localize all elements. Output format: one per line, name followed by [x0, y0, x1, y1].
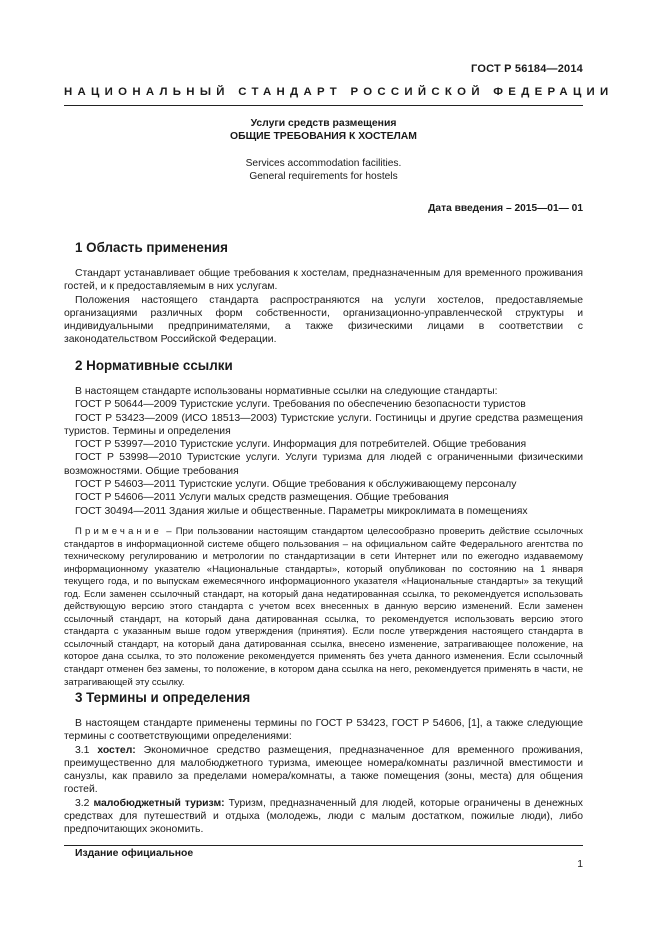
title-english: [64, 158, 583, 183]
section-3-heading: 3 Термины и определения: [75, 690, 251, 705]
reference-item: ГОСТ Р 53423—2009 (ИСО 18513—2003) Туристские услуги. Гостиницы и другие средства размещения туристов. Термины и определения: [64, 412, 583, 437]
section-2-heading: 2 Нормативные ссылки: [75, 358, 233, 373]
section-2-intro: В настоящем стандарте использованы нормативные ссылки на следующие стандарты:: [75, 386, 498, 397]
section-2-note: [64, 526, 583, 689]
header-divider: [64, 105, 583, 106]
national-standard-banner: НАЦИОНАЛЬНЫЙ СТАНДАРТ РОССИЙСКОЙ ФЕДЕРАЦИИ: [64, 86, 614, 98]
reference-item: ГОСТ Р 53997—2010 Туристские услуги. Информация для потребителей. Общие требования: [75, 439, 527, 451]
section-2-body: [64, 385, 583, 518]
term-number: 3.1: [75, 744, 90, 756]
reference-item: ГОСТ Р 50644—2009 Туристские услуги. Требования по обеспечению безопасности туристов: [75, 399, 526, 411]
term-name: хостел:: [97, 744, 136, 756]
title-russian: [64, 117, 583, 143]
title-ru-line1: Услуги средств размещения: [250, 118, 397, 129]
section-3-intro: В настоящем стандарте применены термины по ГОСТ Р 53423, ГОСТ Р 54606, [1], а также следующие термины с соответствующими определениями:: [64, 718, 583, 743]
term-definition: Экономичное средство размещения, предназначенное для временного проживания, преимущественно для малобюджетного туризма, имеющее номера/комнаты различной вместимости и санузлы, как правило за пределами номера/комнаты, а также помещения (зоны, места) для общения гостей.: [64, 744, 584, 796]
footer-divider: [64, 845, 583, 846]
official-edition-label: Издание официальное: [75, 848, 194, 859]
title-en-line1: Services accommodation facilities.: [245, 158, 402, 169]
reference-item: ГОСТ Р 54606—2011 Услуги малых средств размещения. Общие требования: [75, 492, 449, 504]
section-1-paragraph-1: Стандарт устанавливает общие требования к хостелам, предназначенным для временного проживания гостей, и к предоставляемым в них услугам.: [64, 268, 583, 293]
term-name: малобюджетный туризм:: [93, 797, 225, 809]
document-id: ГОСТ Р 56184—2014: [471, 63, 583, 75]
reference-item: ГОСТ Р 53998—2010 Туристские услуги. Услуги туризма для людей с ограниченными физическими возможностями. Общие требования: [64, 452, 583, 477]
page-number: 1: [577, 859, 583, 870]
section-1-paragraph-2: Положения настоящего стандарта распространяются на услуги хостелов, предоставляемые организациями различных форм собственности, организационно-управленческой структуры и индивидуальными предпринимателями, а также физическими лицами в соответствии с законодательством Российской Федерации.: [64, 294, 583, 346]
title-en-line2: General requirements for hostels: [249, 170, 398, 182]
introduction-date: Дата введения – 2015—01— 01: [428, 203, 583, 214]
term-number: 3.2: [75, 797, 90, 809]
reference-item: ГОСТ 30494—2011 Здания жилые и общественные. Параметры микроклимата в помещениях: [75, 505, 528, 517]
term-budget-tourism: [64, 797, 583, 837]
title-ru-line2: ОБЩИЕ ТРЕБОВАНИЯ К ХОСТЕЛАМ: [230, 131, 417, 142]
term-definition: Туризм, предназначенный для людей, которые ограничены в денежных средствах для путешествий и отдыха (молодежь, люди с малым достатком, пожилые люди), либо предпочитающих экономить.: [64, 797, 583, 836]
term-hostel: [64, 744, 583, 797]
note-text: – При пользовании настоящим стандартом целесообразно проверить действие ссылочных стандартов в информационной системе общего пользования – на официальном сайте Федерального агентства по техническому регулированию и метрологии по стандартизации в сети Интернет или по ежегодно издаваемому информационному указателю «Национальные стандарты», который опубликован по состоянию на 1 января текущего года, и по выпускам ежемесячного информационного указателя «Национальные стандарты» за текущий год. Если заменен ссылочный стандарт, на который дана недатированная ссылка, то рекомендуется использовать действующую версию этого стандарта с учетом всех внесенных в данную версию изменений. Если заменен ссылочный стандарт, на который дана датированная ссылка, то рекомендуется использовать версию этого стандарта с указанным выше годом утверждения (принятия). Если после утверждения настоящего стандарта в ссылочный стандарт, на который дана датированная ссылка, внесено изменение, затрагивающее положение, на которое дана ссылка, то это положение рекомендуется применять без учета данного изменения. Если ссылочный стандарт отменен без замены, то положение, в котором дана ссылка на него, рекомендуется применять в части, не затрагивающей эту ссылку.: [64, 526, 583, 688]
reference-item: ГОСТ Р 54603—2011 Туристские услуги. Общие требования к обслуживающему персоналу: [75, 479, 517, 491]
section-3-body: [64, 717, 583, 837]
section-1-heading: 1 Область применения: [75, 240, 228, 255]
section-1-body: [64, 267, 583, 347]
note-label: Примечание: [75, 526, 162, 537]
